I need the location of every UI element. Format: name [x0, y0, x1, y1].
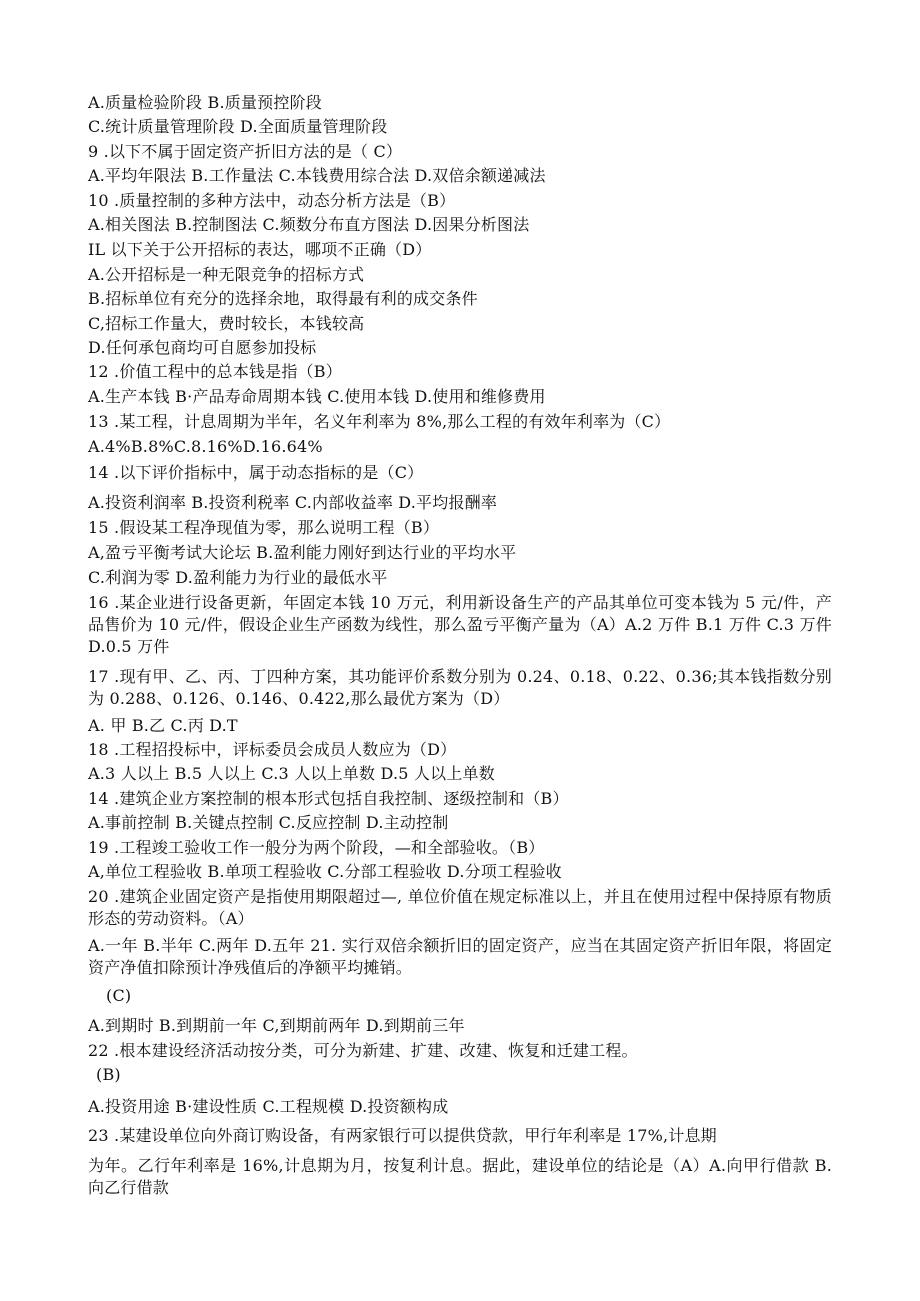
text-line: A,单位工程验收 B.单项工程验收 C.分部工程验收 D.分项工程验收 [88, 862, 562, 881]
text-paragraph: A.一年 B.半年 C.两年 D.五年 21. 实行双倍余额折旧的固定资产，应当在其固定资产折旧年限，将固定资产净值扣除预计净残值后的净额平均摊销。 [88, 936, 832, 977]
text-line: A.投资用途 B·建设性质 C.工程规模 D.投资额构成 [88, 1097, 449, 1116]
text-line: A.3 人以上 B.5 人以上 C.3 人以上单数 D.5 人以上单数 [88, 764, 495, 783]
question-line: 13 .某工程，计息周期为半年，名义年利率为 8%,那么工程的有效年利率为（C） [88, 412, 671, 431]
text-line: C.利润为零 D.盈利能力为行业的最低水平 [88, 568, 388, 587]
question-line: 14 .以下评价指标中，属于动态指标的是（C） [88, 463, 424, 482]
question-line: 18 .工程招投标中，评标委员会成员人数应为（D） [88, 740, 457, 759]
question-line: 12 .价值工程中的总本钱是指（B） [88, 362, 342, 381]
question-line: 23 .某建设单位向外商订购设备，有两家银行可以提供贷款，甲行年利率是 17%,计息期 [88, 1126, 717, 1145]
question-line: 9 .以下不属于固定资产折旧方法的是（ C） [88, 142, 403, 161]
question-paragraph: 16 .某企业进行设备更新，年固定本钱 10 万元，利用新设备生产的产品其单位可变本钱为 5 元/件，产品售价为 10 元/件，假设企业生产函数为线性，那么盈亏平衡产量为（A）A.2 万件 B.1 万件 C.3 万件 D.0.5 万件 [88, 593, 832, 656]
text-line: A.事前控制 B.关键点控制 C.反应控制 D.主动控制 [88, 813, 449, 832]
text-line: A.生产本钱 B·产品寿命周期本钱 C.使用本钱 D.使用和维修费用 [88, 387, 546, 406]
question-line: 15 .假设某工程净现值为零，那么说明工程（B） [88, 518, 440, 537]
question-line: IL 以下关于公开招标的表达，哪项不正确（D） [88, 240, 432, 259]
text-line: A.平均年限法 B.工作量法 C.本钱费用综合法 D.双倍余额递减法 [88, 166, 546, 185]
text-line: A,盈亏平衡考试大论坛 B.盈利能力刚好到达行业的平均水平 [88, 543, 517, 562]
text-line: A.质量检验阶段 B.质量预控阶段 [88, 93, 322, 112]
question-paragraph: 20 .建筑企业固定资产是指使用期限超过—, 单位价值在规定标准以上，并且在使用过程中保持原有物质形态的劳动资料。（A） [88, 887, 832, 928]
text-line: C.统计质量管理阶段 D.全面质量管理阶段 [88, 117, 388, 136]
question-line: 10 .质量控制的多种方法中，动态分析方法是（B） [88, 191, 456, 210]
text-line: B.招标单位有充分的选择余地，取得最有利的成交条件 [88, 289, 478, 308]
answer-line: (B) [96, 1065, 121, 1084]
question-line: 14 .建筑企业方案控制的根本形式包括自我控制、逐级控制和（B） [88, 789, 569, 808]
text-line: A.到期时 B.到期前一年 C,到期前两年 D.到期前三年 [88, 1016, 465, 1035]
text-line: A. 甲 B.乙 C.丙 D.T [88, 716, 238, 735]
question-paragraph: 17 .现有甲、乙、丙、丁四种方案，其功能评价系数分别为 0.24、0.18、0.22、0.36;其本钱指数分别为 0.288、0.126、0.146、0.422,那么最优方案为（D） [88, 667, 832, 708]
text-paragraph: 为年。乙行年利率是 16%,计息期为月，按复利计息。据此，建设单位的结论是（A）A.向甲行借款 B.向乙行借款 [88, 1156, 832, 1197]
question-line: 22 .根本建设经济活动按分类，可分为新建、扩建、改建、恢复和迁建工程。 [88, 1041, 638, 1060]
text-line: A.相关图法 B.控制图法 C.频数分布直方图法 D.因果分析图法 [88, 215, 530, 234]
text-line: A.公开招标是一种无限竞争的招标方式 [88, 265, 365, 284]
question-line: 19 .工程竣工验收工作一般分为两个阶段，—和全部验收。（B） [88, 838, 545, 857]
text-line: A.投资利润率 B.投资利税率 C.内部收益率 D.平均报酬率 [88, 493, 498, 512]
answer-line: (C) [106, 986, 132, 1005]
text-line: A.4%B.8%C.8.16%D.16.64% [88, 437, 323, 456]
text-line: D.任何承包商均可自愿参加投标 [88, 338, 317, 357]
text-line: C,招标工作量大，费时较长，本钱较高 [88, 314, 365, 333]
